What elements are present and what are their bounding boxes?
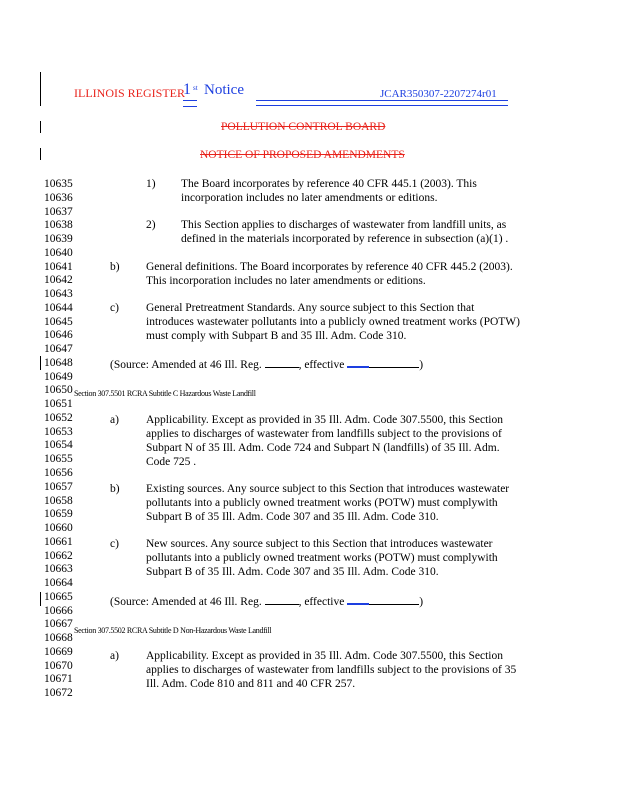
- line-number: 10644: [44, 301, 73, 314]
- source-text: (Source: Amended at 46 Ill. Reg.: [110, 359, 265, 371]
- jcar-code: JCAR350307-2207274r01: [380, 88, 497, 100]
- line-number: 10672: [44, 687, 73, 700]
- body-line: This Section applies to discharges of wastewater from landfill units, as: [181, 219, 507, 231]
- board-title: POLLUTION CONTROL BOARD: [221, 121, 386, 133]
- notice-title: NOTICE OF PROPOSED AMENDMENTS: [200, 149, 405, 161]
- line-number: 10671: [44, 673, 73, 686]
- line-number: 10642: [44, 274, 73, 287]
- section-heading: Section 307.5501 RCRA Subtitle C Hazardous Waste Landfill: [74, 389, 256, 398]
- body-line: Applicability. Except as provided in 35 Ill. Adm. Code 307.5500, this Section: [146, 414, 503, 426]
- reg-blank: [265, 594, 299, 605]
- item-label: a): [110, 414, 119, 426]
- line-number: 10669: [44, 645, 73, 658]
- body-line: Ill. Adm. Code 810 and 811 and 40 CFR 257.: [146, 678, 356, 690]
- effective-blank-marked: [347, 594, 369, 605]
- section-heading: Section 307.5502 RCRA Subtitle D Non-Hazardous Waste Landfill: [74, 626, 272, 635]
- effective-blank: [369, 594, 419, 605]
- line-number: 10653: [44, 425, 73, 438]
- line-number: 10651: [44, 398, 73, 411]
- body-line: Applicability. Except as provided in 35 Ill. Adm. Code 307.5500, this Section: [146, 650, 503, 662]
- source-note: [110, 594, 423, 609]
- source-note: [110, 357, 423, 372]
- line-number: 10639: [44, 233, 73, 245]
- line-number: 10649: [44, 370, 73, 383]
- body-line: Subpart N of 35 Ill. Adm. Code 724 and Subpart N (landfills) of 35 Ill. Adm.: [146, 442, 500, 454]
- line-number: 10637: [44, 205, 73, 218]
- effective-blank-marked: [347, 357, 369, 368]
- line-number: 10646: [44, 329, 73, 342]
- body-line: Existing sources. Any source subject to this Section that introduces wastewater: [146, 483, 510, 495]
- line-number: 10654: [44, 439, 73, 452]
- line-number: 10647: [44, 343, 73, 356]
- change-bar: [40, 356, 41, 370]
- body-line: incorporation includes no later amendments or editions.: [181, 192, 438, 204]
- body-line: Subpart B of 35 Ill. Adm. Code 307 and 35 Ill. Adm. Code 310.: [146, 511, 439, 523]
- item-label: c): [110, 538, 119, 550]
- body-line: Code 725 .: [146, 456, 197, 468]
- body-line: defined in the materials incorporated by reference in subsection (a)(1) .: [181, 233, 509, 245]
- line-number: 10645: [44, 315, 73, 328]
- line-number: 10641: [44, 260, 73, 273]
- reg-blank: [265, 357, 299, 368]
- source-text: , effective: [298, 596, 348, 608]
- line-number: 10658: [44, 494, 73, 507]
- line-number: 10664: [44, 577, 73, 589]
- line-number: 10650: [44, 384, 73, 397]
- line-number: 10638: [44, 219, 73, 232]
- line-number: 10666: [44, 604, 73, 617]
- notice-underline: [256, 100, 508, 106]
- change-bar: [40, 121, 41, 133]
- line-number: 10668: [44, 632, 73, 645]
- line-number: 10635: [44, 178, 73, 190]
- line-number: 10657: [44, 480, 73, 493]
- body-line: pollutants into a publicly owned treatment works (POTW) must complywith: [146, 552, 498, 564]
- line-number: 10655: [44, 453, 73, 466]
- line-number: 10667: [44, 618, 73, 631]
- revision-mark-number: 1: [183, 81, 191, 98]
- register-title: ILLINOIS REGISTER: [74, 86, 185, 100]
- line-number: 10670: [44, 659, 73, 672]
- source-text: (Source: Amended at 46 Ill. Reg.: [110, 596, 265, 608]
- item-label: b): [110, 483, 120, 495]
- line-number: 10659: [44, 508, 73, 521]
- line-number: 10640: [44, 246, 73, 259]
- line-number: 10656: [44, 467, 73, 479]
- revision-mark-underline: [183, 100, 197, 107]
- line-number: 10648: [44, 356, 73, 369]
- line-number: 10636: [44, 191, 73, 204]
- source-text: ): [419, 596, 424, 608]
- item-label: a): [110, 650, 119, 662]
- item-label: b): [110, 261, 120, 273]
- change-bar: [40, 592, 41, 606]
- revision-mark: [183, 81, 198, 99]
- source-text: , effective: [298, 359, 348, 371]
- change-bar: [40, 72, 41, 106]
- change-bar: [40, 148, 41, 160]
- line-number: 10643: [44, 288, 73, 301]
- line-number: 10652: [44, 411, 73, 424]
- line-number: 10665: [44, 590, 73, 603]
- body-line: introduces wastewater pollutants into a publicly owned treatment works (POTW): [146, 316, 520, 328]
- body-line: New sources. Any source subject to this Section that introduces wastewater: [146, 538, 493, 550]
- body-line: This incorporation includes no later amendments or editions.: [146, 275, 426, 287]
- body-line: pollutants into a publicly owned treatment works (POTW) must complywith: [146, 497, 498, 509]
- line-number: 10660: [44, 522, 73, 534]
- body-line: General definitions. The Board incorporates by reference 40 CFR 445.2 (2003).: [146, 261, 513, 273]
- revision-mark-sup: st: [193, 84, 198, 92]
- body-line: applies to discharges of wastewater from landfills subject to the provisions of 35: [146, 664, 517, 676]
- line-number: 10662: [44, 549, 73, 562]
- effective-blank: [369, 357, 419, 368]
- item-label: c): [110, 302, 119, 314]
- item-label: 2): [146, 219, 156, 231]
- body-line: Subpart B of 35 Ill. Adm. Code 307 and 35 Ill. Adm. Code 310.: [146, 566, 439, 578]
- item-label: 1): [146, 178, 156, 190]
- line-number: 10663: [44, 563, 73, 576]
- line-number: 10661: [44, 535, 73, 548]
- body-line: must comply with Subpart B and 35 Ill. Adm. Code 310.: [146, 330, 407, 342]
- body-line: applies to discharges of wastewater from landfills subject to the provisions of: [146, 428, 502, 440]
- body-line: The Board incorporates by reference 40 CFR 445.1 (2003). This: [181, 178, 477, 190]
- notice-label: Notice: [204, 82, 244, 98]
- body-line: General Pretreatment Standards. Any source subject to this Section that: [146, 302, 475, 314]
- source-text: ): [419, 359, 424, 371]
